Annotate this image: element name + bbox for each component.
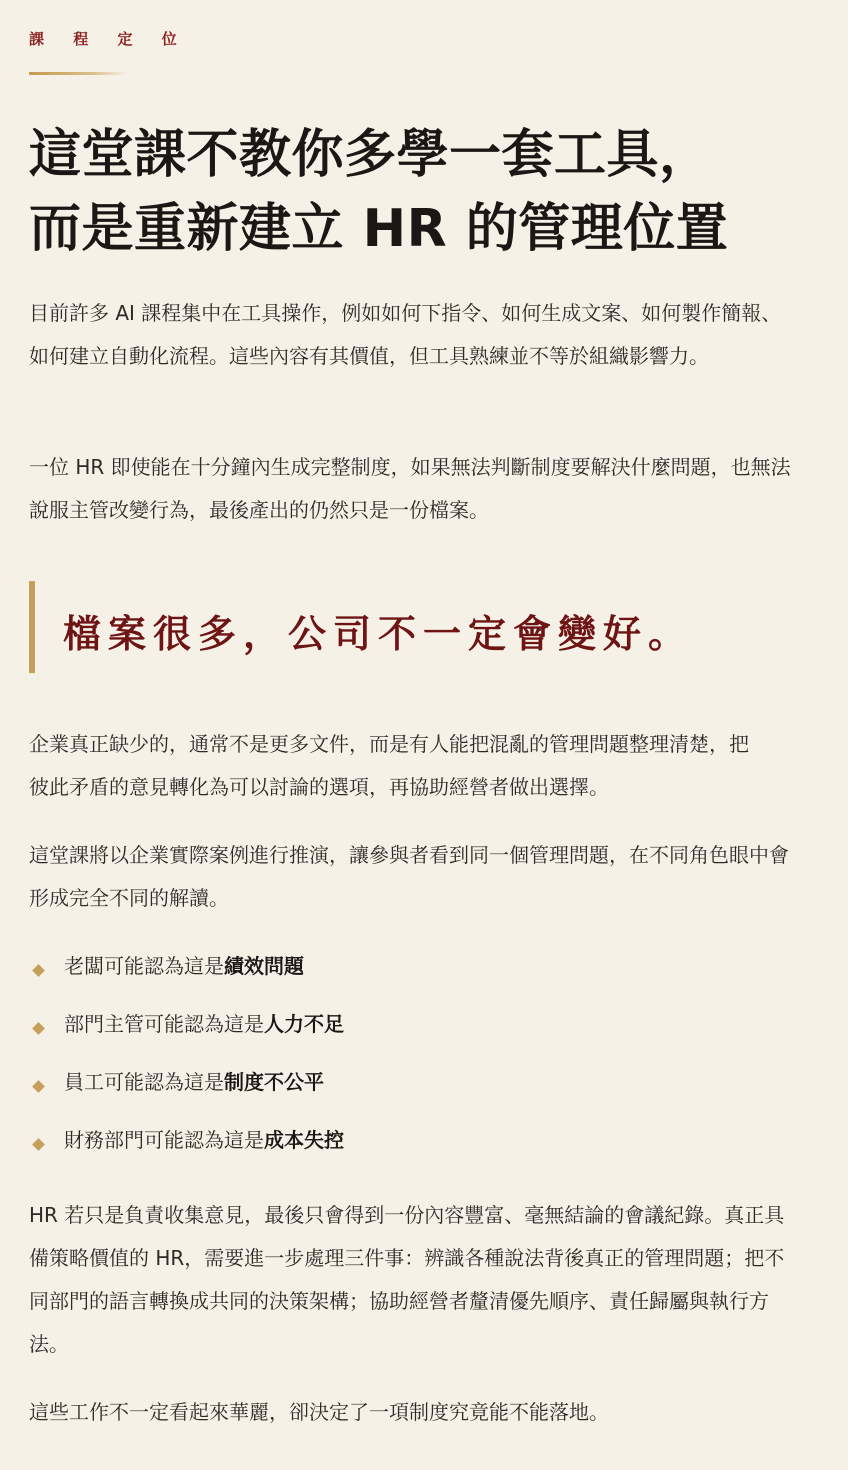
intro-paragraph-1: 目前許多 AI 課程集中在工具操作，例如如何下指令、如何生成文案、如何製作簡報、如何建立自動化流程。這些內容有其價值，但工具熟練並不等於組織影響力。 [29,301,782,368]
page-title-line-2: 而是重新建立 HR 的管理位置 [29,199,729,259]
body-paragraph-3: 企業真正缺少的，通常不是更多文件，而是有人能把混亂的管理問題整理清楚，把彼此矛盾的意見轉化為可以討論的選項，再協助經營者做出選擇。 [29,732,749,799]
closing-paragraph: 這些工作不一定看起來華麗，卻決定了一項制度究竟能不能落地。 [29,1400,609,1424]
page-title [29,118,728,266]
pull-quote-text: 檔案很多，公司不一定會變好。 [63,611,694,656]
intro-paragraph-2: 一位 HR 即使能在十分鐘內生成完整制度，如果無法判斷制度要解決什麼問題，也無法說服主管改變行為，最後產出的仍然只是一份檔案。 [29,455,791,522]
list-item-emphasis: 制度不公平 [224,1070,324,1094]
list-item-emphasis: 成本失控 [264,1128,344,1152]
section-label-divider [29,72,129,75]
body-paragraph-5: HR 若只是負責收集意見，最後只會得到一份內容豐富、毫無結論的會議紀錄。真正具備策略價值的 HR，需要進一步處理三件事：辨識各種說法背後真正的管理問題；把不同部門的語言轉換成共同的決策架構；協助經營者釐清優先順序、責任歸屬與執行方法。 [29,1203,785,1356]
diamond-icon [32,1080,45,1093]
diamond-icon [32,964,45,977]
section-label: 課 程 定 位 [29,30,189,48]
body-paragraph-4: 這堂課將以企業實際案例進行推演，讓參與者看到同一個管理問題，在不同角色眼中會形成完全不同的解讀。 [29,843,789,910]
list-item-text: 員工可能認為這是制度不公平 [64,1070,324,1094]
diamond-icon [32,1022,45,1035]
page-title-line-1: 這堂課不教你多學一套工具， [29,125,712,185]
list-item-text: 老闆可能認為這是績效問題 [64,954,304,978]
list-item-emphasis: 人力不足 [264,1012,344,1036]
list-item-emphasis: 績效問題 [224,954,304,978]
list-item-text: 部門主管可能認為這是人力不足 [64,1012,344,1036]
pull-quote [29,581,795,673]
list-item-text: 財務部門可能認為這是成本失控 [64,1128,344,1152]
diamond-icon [32,1138,45,1151]
